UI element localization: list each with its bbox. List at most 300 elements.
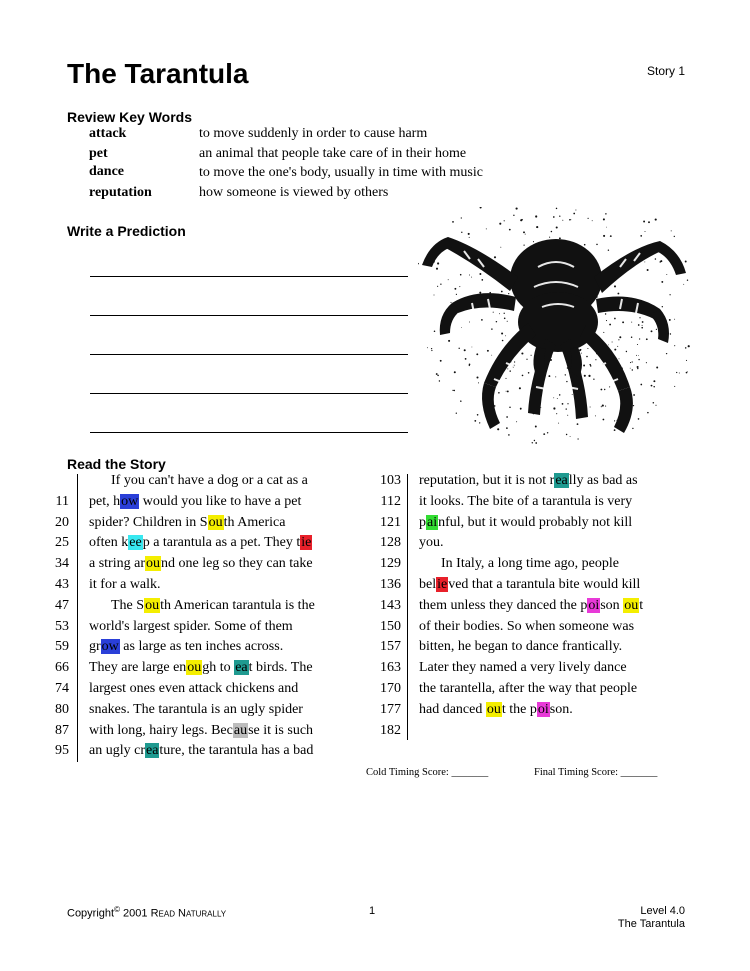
story-text: them unless they danced the p [419, 597, 588, 613]
texture-speckle [637, 344, 638, 345]
story-line [419, 577, 640, 593]
texture-speckle [440, 360, 442, 362]
texture-speckle [493, 312, 494, 313]
texture-speckle [459, 286, 460, 287]
texture-speckle [549, 237, 550, 238]
prediction-line[interactable] [90, 315, 408, 316]
texture-speckle [507, 368, 508, 369]
texture-speckle [638, 355, 639, 356]
texture-speckle [606, 320, 607, 321]
texture-speckle [572, 394, 573, 395]
word-count-number: 121 [380, 514, 401, 530]
texture-speckle [614, 420, 615, 421]
texture-speckle [456, 413, 457, 414]
texture-speckle [479, 273, 481, 275]
texture-speckle [562, 220, 563, 221]
texture-speckle [481, 279, 483, 281]
texture-speckle [631, 322, 632, 323]
right-column-divider [407, 474, 408, 740]
story-line [419, 619, 634, 635]
phonics-highlight: oi [537, 701, 549, 717]
story-text: t birds. The [248, 660, 313, 676]
texture-speckle [614, 429, 616, 431]
texture-speckle [481, 319, 483, 321]
texture-speckle [427, 347, 428, 348]
texture-speckle [471, 347, 472, 348]
phonics-highlight: au [233, 722, 248, 738]
texture-speckle [469, 322, 470, 323]
phonics-highlight: ee [129, 535, 142, 551]
phonics-highlight: ou [187, 660, 202, 676]
texture-speckle [674, 386, 675, 387]
texture-speckle [642, 321, 644, 323]
texture-speckle [669, 294, 670, 295]
word-count-number: 150 [380, 618, 401, 634]
texture-speckle [609, 386, 610, 387]
key-word-definition: an animal that people take care of in their home [199, 146, 467, 161]
texture-speckle [640, 235, 642, 237]
story-line [89, 639, 283, 655]
phonics-highlight: ou [208, 514, 223, 530]
texture-speckle [653, 386, 654, 387]
story-line [419, 598, 643, 614]
texture-speckle [509, 406, 511, 408]
prediction-line[interactable] [90, 393, 408, 394]
story-text: gh to [202, 660, 235, 676]
texture-speckle [565, 374, 566, 375]
texture-speckle [633, 405, 634, 406]
texture-speckle [525, 234, 526, 235]
key-word-definition: to move suddenly in order to cause harm [199, 126, 428, 141]
texture-speckle [476, 353, 478, 355]
texture-speckle [670, 333, 671, 334]
texture-speckle [638, 418, 640, 420]
texture-speckle [460, 400, 462, 402]
story-line [89, 556, 313, 572]
texture-speckle [553, 216, 555, 218]
story-text: gr [89, 639, 101, 655]
texture-speckle [567, 415, 568, 416]
left-column-divider [77, 474, 78, 762]
word-count-number: 103 [380, 473, 401, 488]
texture-speckle [605, 313, 606, 314]
texture-speckle [431, 350, 432, 351]
story-line [89, 743, 313, 759]
texture-speckle [547, 432, 548, 433]
texture-speckle [516, 208, 518, 210]
word-count-number: 25 [55, 535, 69, 551]
texture-speckle [452, 390, 453, 391]
word-count-number: 182 [380, 722, 401, 738]
story-line [419, 515, 632, 531]
story-text: ture, the tarantula has a bad [159, 743, 314, 759]
texture-speckle [523, 231, 525, 233]
texture-speckle [513, 215, 514, 216]
key-word-definition: how someone is viewed by others [199, 185, 389, 200]
texture-speckle [685, 261, 687, 263]
texture-speckle [640, 384, 642, 386]
texture-speckle [687, 371, 688, 372]
word-count-number: 87 [55, 722, 69, 738]
word-count-number: 177 [380, 701, 401, 717]
texture-speckle [588, 375, 590, 377]
story-line [89, 494, 301, 510]
texture-speckle [636, 355, 637, 356]
story-text: with long, hairy legs. Bec [89, 722, 233, 738]
texture-speckle [543, 433, 545, 435]
texture-speckle [638, 324, 640, 326]
texture-speckle [674, 319, 675, 320]
texture-speckle [523, 244, 524, 245]
texture-speckle [437, 375, 439, 377]
texture-speckle [553, 397, 554, 398]
story-text: a string ar [89, 556, 145, 572]
key-word-term: dance [89, 164, 124, 179]
texture-speckle [617, 293, 619, 295]
texture-speckle [491, 328, 492, 329]
prediction-line[interactable] [90, 354, 408, 355]
texture-speckle [619, 358, 620, 359]
texture-speckle [622, 321, 624, 323]
story-text: lly as bad as [568, 473, 638, 488]
story-text: son [600, 597, 624, 613]
footer-story-title: The Tarantula [617, 918, 685, 930]
story-text: nful, but it would probably not kill [438, 514, 633, 530]
phonics-highlight: ea [145, 743, 159, 759]
texture-speckle [502, 340, 504, 342]
texture-speckle [605, 213, 606, 214]
texture-speckle [619, 336, 621, 338]
read-story-heading: Read the Story [67, 456, 166, 472]
texture-speckle [559, 394, 561, 396]
story-text: it looks. The bite of a tarantula is very [419, 493, 633, 509]
phonics-highlight: ea [235, 660, 248, 676]
texture-speckle [528, 372, 530, 374]
texture-speckle [562, 403, 564, 405]
texture-speckle [448, 279, 449, 280]
texture-speckle [601, 406, 602, 407]
prediction-line[interactable] [90, 276, 408, 277]
texture-speckle [633, 394, 635, 396]
texture-speckle [469, 364, 471, 366]
texture-speckle [452, 221, 454, 223]
texture-speckle [508, 434, 510, 436]
texture-speckle [439, 380, 440, 381]
page-title: The Tarantula [67, 58, 249, 89]
texture-speckle [612, 342, 613, 343]
phonics-highlight: ea [555, 473, 568, 488]
texture-speckle [508, 293, 509, 294]
texture-speckle [614, 318, 616, 320]
texture-speckle [461, 232, 462, 233]
texture-speckle [450, 302, 451, 303]
texture-speckle [471, 277, 472, 278]
phonics-highlight: ow [101, 639, 119, 655]
texture-speckle [614, 349, 616, 351]
word-count-number: 11 [55, 493, 69, 509]
key-word-term: reputation [89, 185, 152, 200]
word-count-number: 20 [55, 514, 69, 530]
texture-speckle [461, 217, 462, 218]
texture-speckle [592, 220, 593, 221]
texture-speckle [494, 256, 496, 258]
texture-speckle [651, 385, 653, 387]
phonics-highlight: ou [145, 556, 160, 572]
texture-speckle [644, 261, 645, 262]
story-line [111, 473, 308, 489]
story-text: If you can't have a dog or a cat as a [111, 473, 308, 488]
story-text: as large as ten inches across. [119, 639, 284, 655]
texture-speckle [566, 434, 567, 435]
story-text: it for a walk. [89, 577, 161, 592]
word-count-number: 47 [55, 597, 69, 613]
story-text: son. [549, 701, 573, 717]
texture-speckle [559, 216, 560, 217]
texture-speckle [679, 373, 680, 374]
story-text: The S [111, 597, 145, 613]
word-count-number: 95 [55, 743, 69, 759]
texture-speckle [476, 376, 478, 378]
texture-speckle [516, 421, 517, 422]
word-count-number: 112 [380, 493, 401, 509]
texture-speckle [646, 362, 647, 363]
story-line [419, 535, 444, 551]
story-line [89, 702, 303, 718]
texture-speckle [566, 381, 567, 382]
word-count-number: 128 [380, 535, 401, 551]
tarantula-illustration [418, 207, 690, 447]
texture-speckle [465, 358, 467, 360]
texture-speckle [566, 408, 567, 409]
texture-speckle [584, 244, 586, 246]
phonics-highlight: ai [427, 514, 438, 530]
texture-speckle [590, 407, 591, 408]
story-text: se it is such [248, 722, 314, 738]
texture-speckle [630, 368, 631, 369]
texture-speckle [522, 375, 524, 377]
texture-speckle [645, 231, 646, 232]
phonics-highlight: ie [437, 577, 448, 592]
story-line [419, 660, 627, 676]
texture-speckle [610, 235, 612, 237]
word-count-number: 163 [380, 660, 401, 676]
copyright-prefix: Copyright [67, 907, 115, 920]
texture-speckle [454, 390, 455, 391]
texture-speckle [504, 318, 506, 320]
story-line [89, 660, 313, 676]
texture-speckle [577, 423, 579, 425]
texture-speckle [641, 327, 643, 329]
texture-speckle [637, 366, 639, 368]
story-text: p [419, 514, 426, 530]
texture-speckle [655, 219, 657, 221]
story-text: pet, h [89, 493, 121, 509]
word-count-number: 170 [380, 681, 401, 696]
texture-speckle [506, 391, 507, 392]
texture-speckle [671, 230, 672, 231]
texture-speckle [643, 221, 645, 223]
texture-speckle [519, 387, 521, 389]
texture-speckle [583, 365, 585, 367]
texture-speckle [632, 428, 633, 429]
texture-speckle [596, 244, 598, 246]
texture-speckle [674, 345, 675, 346]
texture-speckle [434, 330, 436, 332]
level-label: Level 4.0 [640, 905, 685, 917]
texture-speckle [499, 223, 501, 225]
texture-speckle [589, 364, 591, 366]
story-line [89, 535, 312, 551]
texture-speckle [653, 380, 655, 382]
texture-speckle [676, 372, 677, 373]
texture-speckle [685, 347, 687, 349]
story-number: Story 1 [647, 64, 686, 78]
texture-speckle [630, 362, 631, 363]
story-text: bel [419, 577, 437, 592]
texture-speckle [595, 359, 596, 360]
texture-speckle [448, 340, 450, 342]
story-text: would you like to have a pet [139, 493, 302, 509]
texture-speckle [506, 416, 508, 418]
texture-speckle [437, 262, 439, 264]
texture-speckle [632, 369, 633, 370]
texture-speckle [647, 269, 649, 271]
texture-speckle [614, 285, 616, 287]
texture-speckle [507, 390, 509, 392]
texture-speckle [556, 226, 558, 228]
texture-speckle [674, 236, 675, 237]
texture-speckle [600, 389, 602, 391]
texture-speckle [588, 218, 589, 219]
texture-speckle [548, 375, 550, 377]
texture-speckle [496, 321, 497, 322]
texture-speckle [631, 337, 632, 338]
texture-speckle [617, 346, 618, 347]
story-text: bitten, he began to dance frantically. [419, 639, 623, 655]
prediction-line[interactable] [90, 432, 408, 433]
texture-speckle [595, 415, 596, 416]
texture-speckle [590, 365, 592, 367]
story-line [419, 702, 573, 718]
texture-speckle [480, 207, 482, 209]
texture-speckle [551, 231, 553, 233]
texture-speckle [501, 291, 503, 293]
texture-speckle [436, 373, 438, 375]
texture-speckle [638, 359, 639, 360]
texture-speckle [505, 378, 506, 379]
story-text: th American tarantula is the [160, 597, 315, 613]
phonics-highlight: ie [301, 535, 312, 551]
texture-speckle [533, 241, 534, 242]
texture-speckle [460, 274, 462, 276]
texture-speckle [458, 348, 459, 349]
texture-speckle [534, 440, 535, 441]
texture-speckle [656, 329, 657, 330]
page-number: 1 [369, 905, 376, 917]
final-timing-score: Final Timing Score: _______ [534, 767, 658, 778]
story-line [89, 619, 293, 635]
texture-speckle [556, 413, 557, 414]
texture-speckle [687, 280, 688, 281]
story-text: had danced [419, 701, 486, 717]
texture-speckle [454, 288, 456, 290]
word-count-number: 34 [55, 556, 69, 572]
story-text: th America [223, 514, 286, 530]
story-text: reputation, but it is not r [419, 473, 555, 488]
texture-speckle [454, 371, 456, 373]
texture-speckle [669, 319, 671, 321]
texture-speckle [618, 339, 619, 340]
copyright-symbol: © [114, 905, 120, 914]
texture-speckle [507, 321, 508, 322]
texture-speckle [608, 249, 609, 250]
texture-speckle [602, 405, 604, 407]
texture-speckle [587, 348, 588, 349]
texture-speckle [646, 338, 648, 340]
texture-speckle [573, 213, 575, 215]
story-text: an ugly cr [89, 743, 145, 759]
texture-speckle [626, 351, 627, 352]
texture-speckle [469, 237, 470, 238]
story-line [89, 515, 285, 531]
texture-speckle [487, 350, 489, 352]
texture-speckle [637, 368, 638, 369]
story-line [419, 681, 637, 697]
texture-speckle [557, 398, 558, 399]
texture-speckle [603, 332, 604, 333]
key-words-heading: Review Key Words [67, 109, 193, 125]
texture-speckle [632, 361, 633, 362]
story-text: you. [419, 535, 444, 551]
texture-speckle [486, 228, 487, 229]
texture-speckle [499, 313, 500, 314]
texture-speckle [577, 438, 578, 439]
phonics-highlight: oi [588, 597, 600, 613]
texture-speckle [498, 392, 500, 394]
phonics-highlight: ou [145, 597, 160, 613]
texture-speckle [434, 295, 435, 296]
story-line [111, 598, 315, 614]
texture-speckle [655, 405, 656, 406]
word-count-number: 136 [380, 577, 401, 592]
texture-speckle [491, 355, 492, 356]
word-count-number: 53 [55, 618, 69, 634]
texture-speckle [666, 274, 667, 275]
word-count-number: 80 [55, 701, 69, 717]
texture-speckle [688, 345, 690, 347]
story-text: t the p [501, 701, 537, 717]
story-line [441, 556, 619, 572]
texture-speckle [569, 219, 571, 221]
story-text: largest ones even attack chickens and [89, 681, 299, 696]
phonics-highlight: ou [486, 701, 501, 717]
texture-speckle [570, 436, 571, 437]
texture-speckle [500, 247, 501, 248]
texture-speckle [504, 220, 505, 221]
texture-speckle [586, 356, 588, 358]
texture-speckle [504, 313, 505, 314]
texture-speckle [440, 284, 441, 285]
texture-speckle [639, 317, 640, 318]
story-line [89, 577, 161, 593]
texture-speckle [431, 348, 432, 349]
texture-speckle [474, 420, 476, 422]
story-text: t [639, 597, 644, 613]
prediction-heading: Write a Prediction [67, 223, 186, 239]
texture-speckle [509, 229, 511, 231]
texture-speckle [647, 412, 649, 414]
texture-speckle [461, 327, 462, 328]
